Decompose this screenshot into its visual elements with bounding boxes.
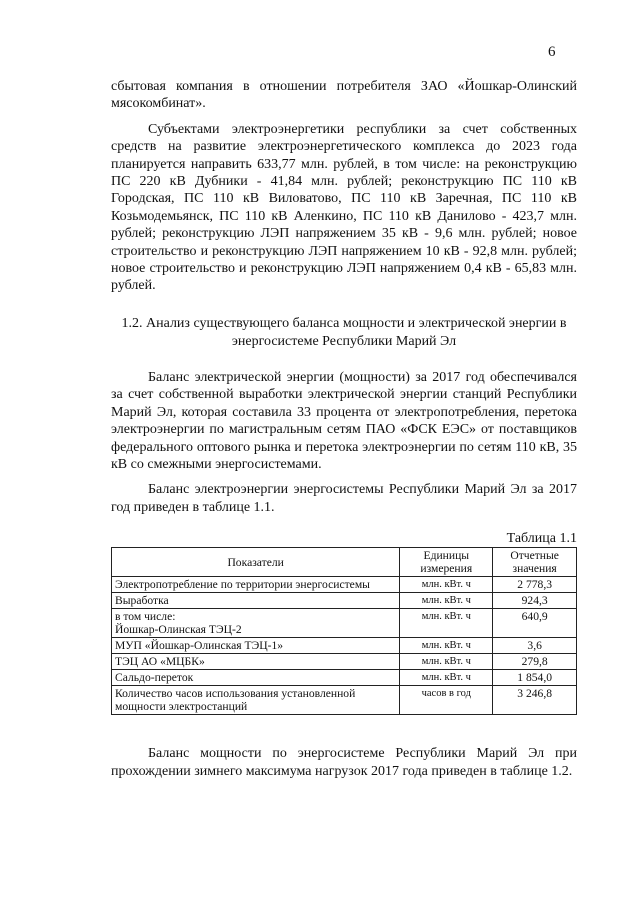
cell-unit: млн. кВт. ч (400, 577, 493, 593)
cell-value: 640,9 (493, 609, 577, 638)
cell-indicator: в том числе: Йошкар-Олинская ТЭЦ-2 (112, 609, 400, 638)
balance-table (111, 547, 577, 715)
cell-unit: млн. кВт. ч (400, 609, 493, 638)
table-row (112, 654, 577, 670)
cell-unit: млн. кВт. ч (400, 638, 493, 654)
header-value: Отчетные значения (493, 548, 577, 577)
paragraph-6: Баланс мощности по энергосистеме Республики Марий Эл при прохождении зимнего максимума нагрузок 2017 года приведен в таблице 1.2. (111, 746, 577, 779)
table-row (112, 638, 577, 654)
cell-unit: млн. кВт. ч (400, 654, 493, 670)
table-row (112, 670, 577, 686)
paragraph-1: сбытовая компания в отношении потребителя ЗАО «Йошкар-Олинский мясокомбинат». (111, 79, 577, 112)
cell-indicator: Количество часов использования установленной мощности электростанций (112, 686, 400, 715)
paragraph-5: Баланс электроэнергии энергосистемы Республики Марий Эл за 2017 год приведен в таблице 1.1. (111, 482, 577, 515)
cell-indicator: Выработка (112, 593, 400, 609)
page-number: 6 (548, 44, 556, 60)
header-indicator: Показатели (112, 548, 400, 577)
table-row (112, 686, 577, 715)
cell-indicator: ТЭЦ АО «МЦБК» (112, 654, 400, 670)
table-body (112, 577, 577, 715)
cell-value: 924,3 (493, 593, 577, 609)
document-body (111, 78, 577, 780)
table-header-row (112, 548, 577, 577)
cell-unit: млн. кВт. ч (400, 593, 493, 609)
cell-value: 279,8 (493, 654, 577, 670)
cell-value: 3,6 (493, 638, 577, 654)
cell-value: 2 778,3 (493, 577, 577, 593)
table-row (112, 609, 577, 638)
section-heading: 1.2. Анализ существующего баланса мощности и электрической энергии в энергосистеме Республики Марий Эл (121, 315, 567, 349)
paragraph-4: Баланс электрической энергии (мощности) за 2017 год обеспечивался за счет собственной выработки электрической энергии станций Республики Марий Эл, которая составила 33 процента от электропотребления, перетока электроэнергии по магистральным сетям ПАО «ФСК ЕЭС» от поставщиков федерального оптового рынка и перетока электроэнергии по сетям 110 кВ, 35 кВ со смежными энергосистемами. (111, 369, 577, 472)
cell-unit: млн. кВт. ч (400, 670, 493, 686)
header-unit: Единицы измерения (400, 548, 493, 577)
cell-indicator: МУП «Йошкар-Олинская ТЭЦ-1» (112, 638, 400, 654)
cell-indicator: Сальдо-переток (112, 670, 400, 686)
table-row (112, 577, 577, 593)
cell-unit: часов в год (400, 686, 493, 715)
table-caption: Таблица 1.1 (506, 531, 577, 547)
cell-value: 3 246,8 (493, 686, 577, 715)
cell-indicator: Электропотребление по территории энергосистемы (112, 577, 400, 593)
cell-value: 1 854,0 (493, 670, 577, 686)
table-row (112, 593, 577, 609)
paragraph-2: Субъектами электроэнергетики республики за счет собственных средств на развитие электроэнергетического комплекса до 2023 года планируется направить 633,77 млн. рублей, в том числе: на реконструкцию ПС 220 кВ Дубники - 41,84 млн. рублей; реконструкцию ПС 110 кВ Городская, ПС 110 кВ Виловатово, ПС 110 кВ Заречная, ПС 110 кВ Козьмодемьянск, ПС 110 кВ Аленкино, ПС 110 кВ Данилово - 423,7 млн. рублей; реконструкцию ЛЭП напряжением 35 кВ - 9,6 млн. рублей; новое строительство и реконструкцию ЛЭП напряжением 10 кВ - 92,8 млн. рублей; новое строительство и реконструкцию ЛЭП напряжением 0,4 кВ - 65,83 млн. рублей. (111, 121, 577, 294)
